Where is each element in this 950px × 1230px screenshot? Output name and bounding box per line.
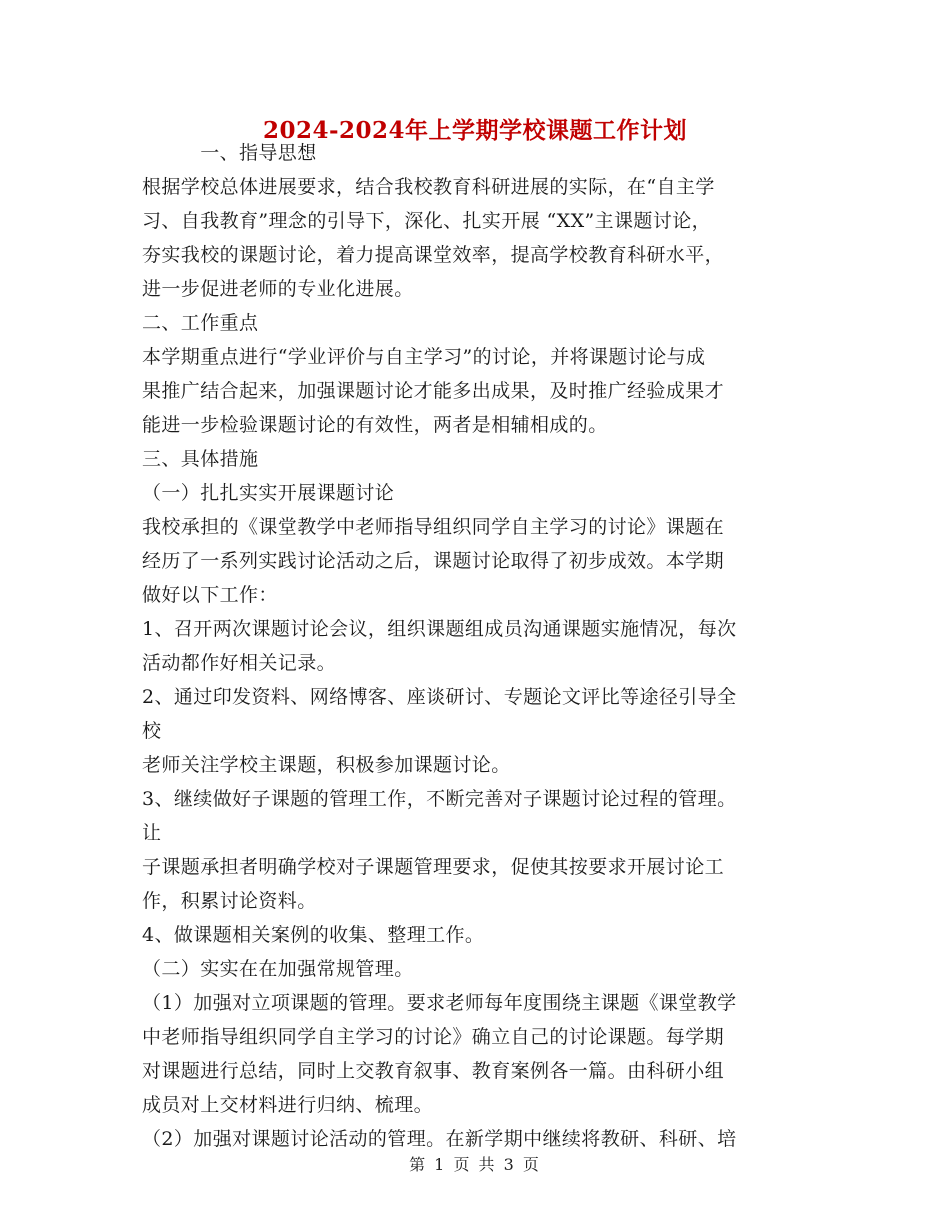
text-line: 校 [142,720,162,742]
text-line: （1）加强对立项课题的管理。要求老师每年度围绕主课题《课堂教学 [142,992,737,1014]
page-number-footer: 第 1 页 共 3 页 [409,1155,541,1174]
text-line: 中老师指导组织同学自主学习的讨论》确立自己的讨论课题。每学期 [142,1026,725,1048]
text-line: 进一步促进老师的专业化进展。 [142,278,414,300]
text-line: 子课题承担者明确学校对子课题管理要求，促使其按要求开展讨论工 [142,856,725,878]
document-title: 2024-2024年上学期学校课题工作计划 [262,117,688,144]
text-line: 2、通过印发资料、网络博客、座谈研讨、专题论文评比等途径引导全 [142,686,737,708]
text-line: 二、工作重点 [142,312,259,334]
text-line: 1、召开两次课题讨论会议，组织课题组成员沟通课题实施情况，每次 [142,618,737,640]
text-line: （二）实实在在加强常规管理。 [142,958,414,980]
text-line: 我校承担的《课堂教学中老师指导组织同学自主学习的讨论》课题在 [142,516,725,538]
text-line: 成员对上交材料进行归纳、梳理。 [142,1094,434,1116]
text-line: 根据学校总体进展要求，结合我校教育科研进展的实际，在“自主学 [142,176,715,198]
text-line: 3、继续做好子课题的管理工作，不断完善对子课题讨论过程的管理。 [142,788,737,810]
text-line: 活动都作好相关记录。 [142,652,337,674]
text-line: 对课题进行总结，同时上交教育叙事、教育案例各一篇。由科研小组 [142,1060,725,1082]
text-line: 4、做课题相关案例的收集、整理工作。 [142,924,485,946]
text-line: 习、自我教育”理念的引导下，深化、扎实开展 “XX”主课题讨论， [142,210,712,232]
text-line: 经历了一系列实践讨论活动之后，课题讨论取得了初步成效。本学期 [142,550,725,572]
text-line: 三、具体措施 [142,448,259,470]
text-line: 作，积累讨论资料。 [142,890,317,912]
text-line: （一）扎扎实实开展课题讨论 [142,482,395,504]
text-line: 老师关注学校主课题，积极参加课题讨论。 [142,754,511,776]
document-body [142,136,822,1156]
text-line: 果推广结合起来，加强课题讨论才能多出成果，及时推广经验成果才 [142,380,725,402]
text-line: 做好以下工作： [142,584,278,606]
text-line: 让 [142,822,162,844]
text-line: 一、指导思想 [142,142,317,164]
text-line: （2）加强对课题讨论活动的管理。在新学期中继续将教研、科研、培 [142,1128,737,1150]
text-line: 夯实我校的课题讨论，着力提高课堂效率，提高学校教育科研水平， [142,244,725,266]
text-line: 能进一步检验课题讨论的有效性，两者是相辅相成的。 [142,414,608,436]
text-line: 本学期重点进行“学业评价与自主学习”的讨论，并将课题讨论与成 [142,346,706,368]
